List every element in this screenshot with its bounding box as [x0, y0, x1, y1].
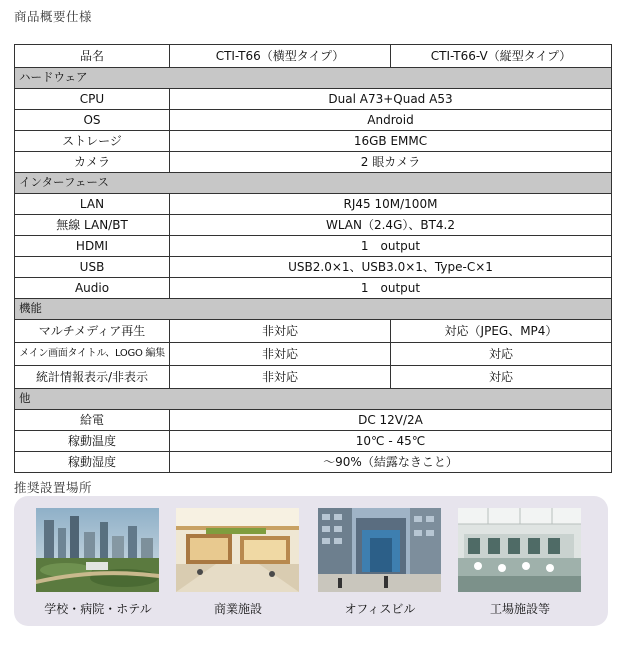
section-functions — [15, 299, 612, 320]
table-row — [15, 131, 612, 152]
row-value: RJ45 10M/100M — [170, 194, 612, 215]
row-label: 稼動湿度 — [15, 452, 170, 473]
table-row — [15, 257, 612, 278]
section-hardware — [15, 68, 612, 89]
row-label: USB — [15, 257, 170, 278]
row-value: 1 output — [170, 278, 612, 299]
row-label: 稼動温度 — [15, 431, 170, 452]
locations-panel — [14, 496, 608, 626]
section-functions-label: 機能 — [15, 299, 612, 320]
row-value: 2 眼カメラ — [170, 152, 612, 173]
row-value: 10℃ - 45℃ — [170, 431, 612, 452]
section-interface-label: インターフェース — [15, 173, 612, 194]
table-row — [15, 236, 612, 257]
table-row — [15, 278, 612, 299]
row-label: 給電 — [15, 410, 170, 431]
row-label: 統計情報表示/非表示 — [15, 366, 170, 389]
row-label: ストレージ — [15, 131, 170, 152]
row-label: CPU — [15, 89, 170, 110]
table-header-row — [15, 45, 612, 68]
table-row — [15, 215, 612, 236]
table-row — [15, 410, 612, 431]
spec-table — [14, 44, 612, 473]
table-row — [15, 152, 612, 173]
row-value-t66v: 対応（JPEG、MP4） — [391, 320, 612, 343]
section-interface — [15, 173, 612, 194]
table-row — [15, 110, 612, 131]
row-value: USB2.0×1、USB3.0×1、Type-C×1 — [170, 257, 612, 278]
row-value-t66: 非対応 — [170, 343, 391, 366]
row-label: メイン画面タイトル、LOGO 編集 — [15, 343, 170, 366]
header-model-t66v: CTI-T66-V（縦型タイプ） — [391, 45, 612, 68]
factory-facility-photo — [458, 508, 581, 592]
row-label: LAN — [15, 194, 170, 215]
commercial-facility-photo — [176, 508, 299, 592]
row-value: Dual A73+Quad A53 — [170, 89, 612, 110]
row-value: ～90%（結露なきこと） — [170, 452, 612, 473]
school-hospital-hotel-photo — [36, 508, 159, 592]
table-row — [15, 194, 612, 215]
row-value: WLAN（2.4G）、BT4.2 — [170, 215, 612, 236]
row-label: OS — [15, 110, 170, 131]
row-value-t66v: 対応 — [391, 343, 612, 366]
row-label: 無線 LAN/BT — [15, 215, 170, 236]
row-value: 1 output — [170, 236, 612, 257]
table-row — [15, 431, 612, 452]
row-value: DC 12V/2A — [170, 410, 612, 431]
row-value-t66v: 対応 — [391, 366, 612, 389]
recommended-heading: 推奨設置場所 — [14, 480, 93, 495]
row-label: カメラ — [15, 152, 170, 173]
location-label: 商業施設 — [213, 602, 262, 616]
section-hardware-label: ハードウェア — [15, 68, 612, 89]
section-other-label: 他 — [15, 389, 612, 410]
location-label: オフィスビル — [344, 602, 416, 616]
row-label: HDMI — [15, 236, 170, 257]
table-row — [15, 320, 612, 343]
table-row — [15, 89, 612, 110]
header-product-name: 品名 — [15, 45, 170, 68]
row-value-t66: 非対応 — [170, 366, 391, 389]
row-label: Audio — [15, 278, 170, 299]
office-building-photo — [318, 508, 441, 592]
table-row — [15, 452, 612, 473]
overview-heading: 商品概要仕様 — [14, 9, 93, 24]
location-label: 工場施設等 — [489, 602, 550, 616]
row-value-t66: 非対応 — [170, 320, 391, 343]
location-label: 学校・病院・ホテル — [44, 602, 152, 616]
table-row — [15, 366, 612, 389]
row-label: マルチメディア再生 — [15, 320, 170, 343]
section-other — [15, 389, 612, 410]
header-model-t66: CTI-T66（横型タイプ） — [170, 45, 391, 68]
table-row — [15, 343, 612, 366]
row-value: Android — [170, 110, 612, 131]
row-value: 16GB EMMC — [170, 131, 612, 152]
